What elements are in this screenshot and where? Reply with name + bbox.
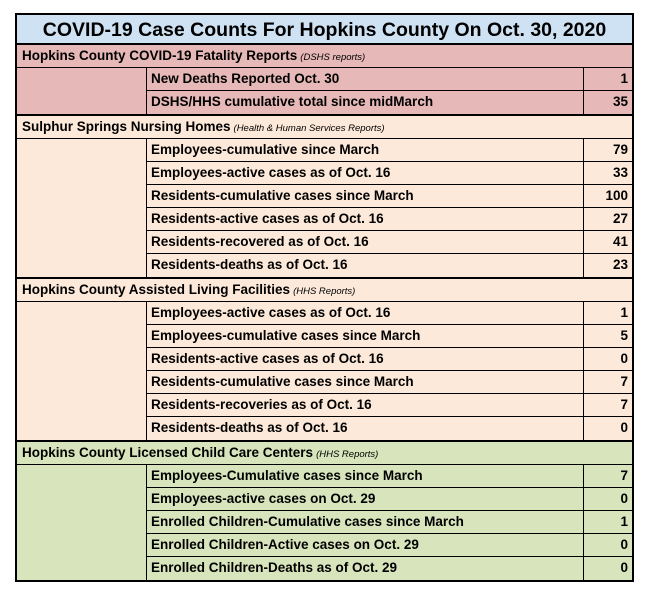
row-spacer bbox=[17, 557, 146, 580]
table-row bbox=[17, 302, 632, 325]
row-value: 33 bbox=[583, 162, 632, 185]
sections-container bbox=[17, 45, 632, 580]
table-row bbox=[17, 325, 632, 348]
row-spacer bbox=[17, 208, 146, 231]
row-label: Employees-active cases as of Oct. 16 bbox=[146, 302, 583, 325]
row-value: 27 bbox=[583, 208, 632, 231]
row-label: Residents-active cases as of Oct. 16 bbox=[146, 208, 583, 231]
row-label: Residents-deaths as of Oct. 16 bbox=[146, 417, 583, 440]
section-heading bbox=[17, 45, 632, 68]
table-row bbox=[17, 68, 632, 91]
row-spacer bbox=[17, 185, 146, 208]
row-value: 7 bbox=[583, 371, 632, 394]
table-row bbox=[17, 91, 632, 114]
row-value: 1 bbox=[583, 68, 632, 91]
row-value: 0 bbox=[583, 534, 632, 557]
row-value: 1 bbox=[583, 302, 632, 325]
table-row bbox=[17, 185, 632, 208]
row-spacer bbox=[17, 231, 146, 254]
row-value: 41 bbox=[583, 231, 632, 254]
table-title: COVID-19 Case Counts For Hopkins County On Oct. 30, 2020 bbox=[17, 15, 632, 45]
section-title: Sulphur Springs Nursing Homes bbox=[22, 119, 231, 134]
table-row bbox=[17, 394, 632, 417]
section-heading bbox=[17, 116, 632, 139]
row-value: 1 bbox=[583, 511, 632, 534]
section-source-note: (HHS Reports) bbox=[316, 449, 379, 460]
row-label: Employees-cumulative since March bbox=[146, 139, 583, 162]
row-label: Residents-cumulative cases since March bbox=[146, 185, 583, 208]
table-row bbox=[17, 511, 632, 534]
row-label: Residents-recoveries as of Oct. 16 bbox=[146, 394, 583, 417]
section-body bbox=[17, 139, 632, 279]
section-heading bbox=[17, 442, 632, 465]
row-label: Residents-deaths as of Oct. 16 bbox=[146, 254, 583, 277]
row-label: Employees-active cases as of Oct. 16 bbox=[146, 162, 583, 185]
row-spacer bbox=[17, 254, 146, 277]
row-spacer bbox=[17, 68, 146, 91]
table-row bbox=[17, 488, 632, 511]
table-row bbox=[17, 465, 632, 488]
table-row bbox=[17, 208, 632, 231]
row-spacer bbox=[17, 302, 146, 325]
row-spacer bbox=[17, 488, 146, 511]
table-row bbox=[17, 139, 632, 162]
row-value: 79 bbox=[583, 139, 632, 162]
table-row bbox=[17, 417, 632, 440]
row-spacer bbox=[17, 511, 146, 534]
row-value: 5 bbox=[583, 325, 632, 348]
row-label: DSHS/HHS cumulative total since midMarch bbox=[146, 91, 583, 114]
row-value: 0 bbox=[583, 417, 632, 440]
row-value: 0 bbox=[583, 557, 632, 580]
row-value: 100 bbox=[583, 185, 632, 208]
row-label: Employees-active cases on Oct. 29 bbox=[146, 488, 583, 511]
row-value: 35 bbox=[583, 91, 632, 114]
section-title: Hopkins County Licensed Child Care Centers bbox=[22, 445, 314, 460]
row-spacer bbox=[17, 465, 146, 488]
row-spacer bbox=[17, 348, 146, 371]
row-value: 7 bbox=[583, 394, 632, 417]
table-row bbox=[17, 231, 632, 254]
row-label: New Deaths Reported Oct. 30 bbox=[146, 68, 583, 91]
section-body bbox=[17, 302, 632, 442]
row-spacer bbox=[17, 325, 146, 348]
table-row bbox=[17, 371, 632, 394]
row-label: Enrolled Children-Cumulative cases since March bbox=[146, 511, 583, 534]
section-body bbox=[17, 68, 632, 116]
row-spacer bbox=[17, 417, 146, 440]
section-heading bbox=[17, 279, 632, 302]
section-source-note: (DSHS reports) bbox=[300, 52, 366, 63]
row-spacer bbox=[17, 371, 146, 394]
row-spacer bbox=[17, 91, 146, 114]
row-label: Employees-Cumulative cases since March bbox=[146, 465, 583, 488]
row-spacer bbox=[17, 162, 146, 185]
section-source-note: (HHS Reports) bbox=[293, 286, 356, 297]
section-source-note: (Health & Human Services Reports) bbox=[233, 123, 385, 134]
covid-case-table bbox=[15, 13, 634, 582]
row-value: 0 bbox=[583, 488, 632, 511]
row-spacer bbox=[17, 139, 146, 162]
section-title: Hopkins County Assisted Living Facilities bbox=[22, 282, 291, 297]
row-label: Employees-cumulative cases since March bbox=[146, 325, 583, 348]
table-row bbox=[17, 162, 632, 185]
row-label: Enrolled Children-Deaths as of Oct. 29 bbox=[146, 557, 583, 580]
row-spacer bbox=[17, 394, 146, 417]
row-spacer bbox=[17, 534, 146, 557]
section-title: Hopkins County COVID-19 Fatality Reports bbox=[22, 48, 298, 63]
table-row bbox=[17, 557, 632, 580]
section-body bbox=[17, 465, 632, 580]
row-label: Residents-active cases as of Oct. 16 bbox=[146, 348, 583, 371]
table-row bbox=[17, 348, 632, 371]
row-value: 7 bbox=[583, 465, 632, 488]
row-label: Enrolled Children-Active cases on Oct. 29 bbox=[146, 534, 583, 557]
table-row bbox=[17, 254, 632, 277]
row-value: 0 bbox=[583, 348, 632, 371]
row-label: Residents-cumulative cases since March bbox=[146, 371, 583, 394]
table-row bbox=[17, 534, 632, 557]
row-value: 23 bbox=[583, 254, 632, 277]
row-label: Residents-recovered as of Oct. 16 bbox=[146, 231, 583, 254]
